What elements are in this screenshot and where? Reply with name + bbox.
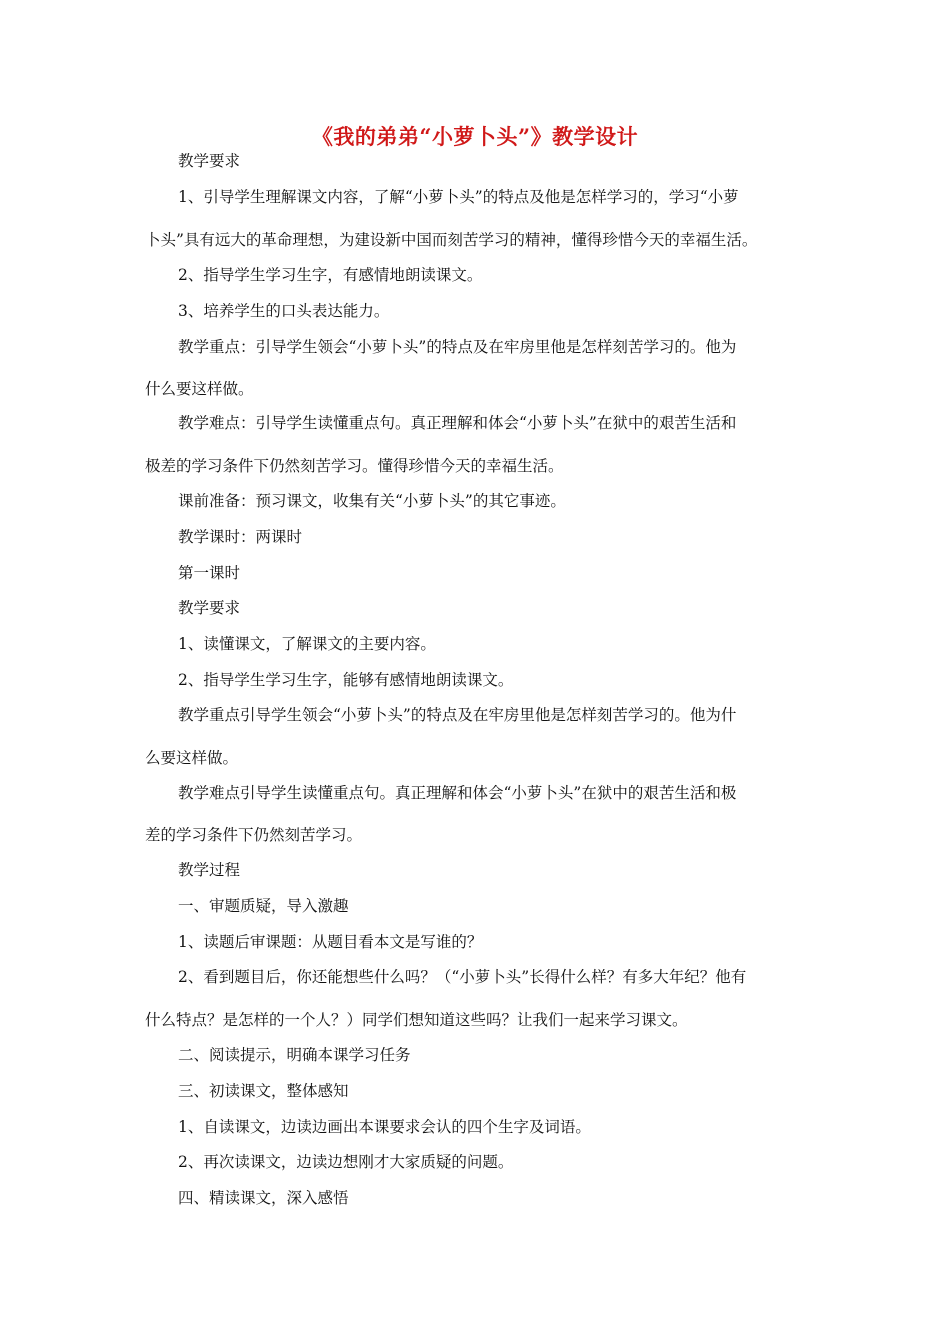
- paragraph-line: 1、引导学生理解课文内容，了解“小萝卜头”的特点及他是怎样学习的，学习“小萝: [178, 188, 739, 206]
- section-heading: 教学要求: [178, 599, 241, 617]
- section-heading: 四、精读课文，深入感悟: [178, 1189, 349, 1207]
- paragraph-line: 教学重点：引导学生领会“小萝卜头”的特点及在牢房里他是怎样刻苦学习的。他为: [178, 338, 737, 356]
- section-heading: 二、阅读提示，明确本课学习任务: [178, 1046, 411, 1064]
- paragraph-line: 极差的学习条件下仍然刻苦学习。懂得珍惜今天的幸福生活。: [145, 457, 564, 475]
- paragraph-line: 教学难点引导学生读懂重点句。真正理解和体会“小萝卜头”在狱中的艰苦生活和极: [178, 784, 737, 802]
- section-heading: 教学过程: [178, 861, 241, 879]
- paragraph-line: 么要这样做。: [145, 749, 239, 767]
- paragraph-line: 什么特点？是怎样的一个人？）同学们想知道这些吗？让我们一起来学习课文。: [145, 1011, 688, 1029]
- paragraph-line: 2、再次读课文，边读边想刚才大家质疑的问题。: [178, 1153, 514, 1171]
- document-title: 《我的弟弟“小萝卜头”》教学设计: [311, 124, 639, 149]
- paragraph-line: 课前准备：预习课文，收集有关“小萝卜头”的其它事迹。: [178, 492, 566, 510]
- paragraph-line: 1、读题后审课题：从题目看本文是写谁的？: [178, 933, 483, 951]
- paragraph-line: 2、指导学生学习生字，能够有感情地朗读课文。: [178, 671, 514, 689]
- paragraph-line: 3、培养学生的口头表达能力。: [178, 302, 390, 320]
- paragraph-line: 差的学习条件下仍然刻苦学习。: [145, 826, 363, 844]
- paragraph-line: 什么要这样做。: [145, 380, 254, 398]
- paragraph-line: 2、看到题目后，你还能想些什么吗？（“小萝卜头”长得什么样？有多大年纪？他有: [178, 968, 747, 986]
- paragraph-line: 1、自读课文，边读边画出本课要求会认的四个生字及词语。: [178, 1118, 591, 1136]
- section-heading: 教学要求: [178, 152, 241, 170]
- section-heading: 第一课时: [178, 564, 241, 582]
- paragraph-line: 教学难点：引导学生读懂重点句。真正理解和体会“小萝卜头”在狱中的艰苦生活和: [178, 414, 737, 432]
- section-heading: 三、初读课文，整体感知: [178, 1082, 349, 1100]
- section-heading: 一、审题质疑，导入激趣: [178, 897, 349, 915]
- paragraph-line: 1、读懂课文，了解课文的主要内容。: [178, 635, 436, 653]
- paragraph-line: 教学课时：两课时: [178, 528, 303, 546]
- paragraph-line: 教学重点引导学生领会“小萝卜头”的特点及在牢房里他是怎样刻苦学习的。他为什: [178, 706, 737, 724]
- paragraph-line: 2、指导学生学习生字，有感情地朗读课文。: [178, 266, 483, 284]
- paragraph-line: 卜头”具有远大的革命理想，为建设新中国而刻苦学习的精神，懂得珍惜今天的幸福生活。: [145, 231, 758, 249]
